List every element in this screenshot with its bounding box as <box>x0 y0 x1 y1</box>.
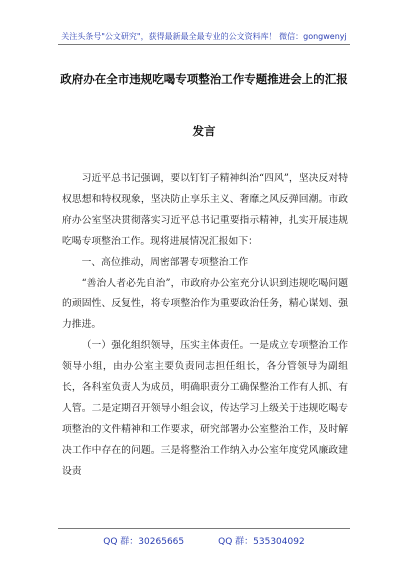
paragraph-intro: 习近平总书记强调，要以钉钉子精神纠治“四风”，坚决反对特权思想和特权现象，坚决防止享乐主义、奢靡之风反弹回潮。市政府办公室坚决贯彻落实习近平总书记重要指示精神，扎实开展违规吃喝专项整治工作。现将进展情况汇报如下： <box>62 173 348 247</box>
footer-divider <box>58 528 350 529</box>
footer-qq-group-1: QQ 群：30265665 <box>103 537 185 547</box>
document-body <box>62 169 348 483</box>
document-title-line-1: 政府办在全市违规吃喝专项整治工作专题推进会上的汇报 <box>60 72 348 86</box>
header-divider <box>58 44 350 45</box>
header-note: 关注头条号"公文研究"，获得最新最全最专业的公文资料库！ 微信：gongwenyj <box>61 32 347 41</box>
paragraph-subsection-1: （一）强化组织领导，压实主体责任。一是成立专项整治工作领导小组，由办公室主要负责同志担任组长，各分管领导为副组长，各科室负责人为成员，明确职责分工确保整治工作有人抓、有人管。二是定期召开领导小组会议，传达学习上级关于违规吃喝专项整治的文件精神和工作要求，研究部署办公室整治工作，及时解决工作中存在的问题。三是将整治工作纳入办公室年度党风廉政建设责 <box>62 340 348 477</box>
section-heading-1: 一、高位推动，周密部署专项整治工作 <box>81 256 249 268</box>
document-title-line-2: 发言 <box>192 124 216 138</box>
footer <box>0 534 408 547</box>
footer-qq-group-2: QQ 群：535304092 <box>218 537 305 547</box>
paragraph-section-1: “善治人者必先自治”，市政府办公室充分认识到违规吃喝问题的顽固性、反复性，将专项整治作为重要政治任务，精心谋划、强力推进。 <box>62 277 348 331</box>
